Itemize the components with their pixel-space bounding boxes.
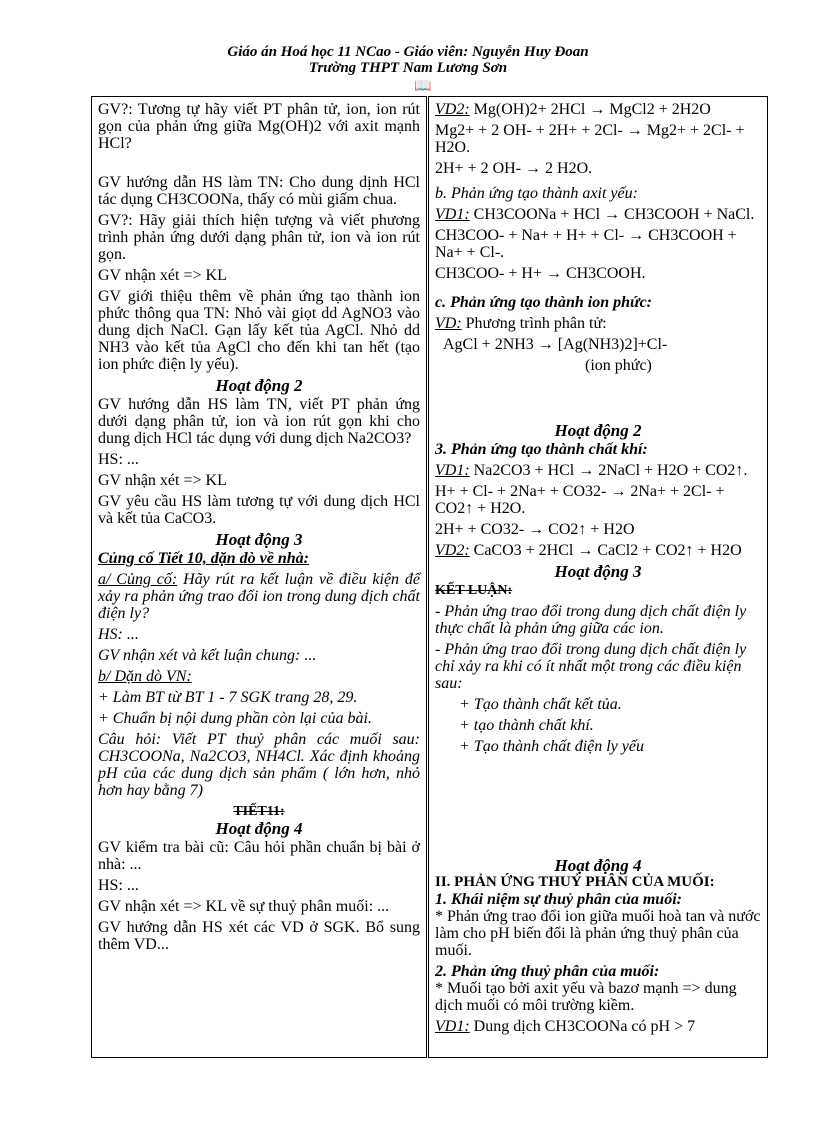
activity-2-task: GV yêu cầu HS làm tương tự với dung dịch HCl và kết tủa CaCO3. xyxy=(98,493,420,527)
condition-weak-electrolyte: + Tạo thành chất điện ly yếu xyxy=(459,738,644,755)
teacher-general-conclusion: GV nhận xét và kết luận chung: ... xyxy=(98,647,317,664)
page-header xyxy=(0,44,816,76)
conclusion-2: - Phản ứng trao đổi trong dung dịch chất điện ly chỉ xảy ra khi có ít nhất một trong các điều kiện sau: xyxy=(435,641,747,692)
activity-3-heading-right: Hoạt động 3 xyxy=(554,562,642,581)
homework-label: b/ Dặn dò VN: xyxy=(98,668,192,685)
content-column xyxy=(428,97,768,1058)
vd-label: VD: xyxy=(435,315,462,332)
gas-vd1-net-ionic-eq: 2H+ + CO32- → CO2↑ + H2O xyxy=(435,521,635,538)
example-guide: GV hướng dẫn HS xét các VD ở SGK. Bổ sung thêm VD... xyxy=(98,919,420,953)
lesson-11-label: TIẾT11: xyxy=(233,804,285,819)
hydrolysis-reaction-text: * Muối tạo bởi axit yếu và bazơ mạnh => dung dịch muối có môi trường kiềm. xyxy=(435,980,737,1014)
complex-ion-eq: AgCl + 2NH3 → [Ag(NH3)2]+Cl- xyxy=(443,336,668,353)
vd1-label: VD1: xyxy=(435,206,470,223)
homework-item-1: + Làm BT từ BT 1 - 7 SGK trang 28, 29. xyxy=(98,689,358,706)
header-line-2: Trường THPT Nam Lương Sơn xyxy=(308,60,508,76)
activity-2-heading-right: Hoạt động 2 xyxy=(554,421,642,440)
molecular-eq-label: Phương trình phân tử: xyxy=(461,315,607,332)
vd1-ionic-eq: CH3COO- + Na+ + H+ + Cl- → CH3COOH + Na+ + Cl-. xyxy=(435,227,737,261)
hydrolysis-vd1-text: Dung dịch CH3COONa có pH > 7 xyxy=(469,1018,696,1035)
student-answer-3: HS: ... xyxy=(98,877,139,894)
teacher-activity-column xyxy=(92,97,428,1058)
question-mg-oh2: GV?: Tương tự hãy viết PT phân tử, ion, ion rút gọn của phản ứng giữa Mg(OH)2 với axit mạnh HCl? xyxy=(98,101,420,152)
hydrolysis-concept-text: * Phản ứng trao đổi ion giữa muối hoà tan và nước làm cho pH biến đổi là phản ứng thuỷ phân của muối. xyxy=(435,908,761,959)
question-explain: GV?: Hãy giải thích hiện tượng và viết phương trình phản ứng dưới dạng phân tử, ion và ion rút gọn. xyxy=(98,212,420,263)
teacher-conclusion-2: GV nhận xét => KL xyxy=(98,472,227,489)
consolidation-title: Củng cố Tiết 10, dặn dò về nhà: xyxy=(98,550,309,567)
consolidation-label: a/ Củng cố: xyxy=(98,571,178,588)
gas-formation-title: 3. Phản ứng tạo thành chất khí: xyxy=(435,441,648,458)
review-check: GV kiểm tra bài cũ: Câu hỏi phần chuẩn bị bài ở nhà: ... xyxy=(98,839,420,873)
student-answer-2: HS: ... xyxy=(98,626,139,643)
header-line-1: Giáo án Hoá học 11 NCao - Giáo viên: Nguyễn Huy Đoan xyxy=(227,44,589,60)
homework-item-2: + Chuẩn bị nội dung phần còn lại của bài. xyxy=(98,710,372,727)
student-answer: HS: ... xyxy=(98,451,139,468)
activity-4-heading: Hoạt động 4 xyxy=(215,819,303,838)
condition-gas: + tạo thành chất khí. xyxy=(459,717,594,734)
conclusion-1: - Phản ứng trao đổi trong dung dịch chất điện ly thực chất là phản ứng giữa các ion. xyxy=(435,603,747,637)
open-book-icon: 📖 xyxy=(414,79,432,94)
hydrolysis-concept-title: 1. Khái niệm sự thuỷ phân của muối: xyxy=(435,891,682,908)
gas-vd2-eq: CaCO3 + 2HCl → CaCl2 + CO2↑ + H2O xyxy=(469,542,742,559)
activity-2-heading: Hoạt động 2 xyxy=(215,376,303,395)
gas-vd2-label: VD2: xyxy=(435,542,470,559)
vd2-net-ionic-eq: 2H+ + 2 OH- → 2 H2O. xyxy=(435,160,593,177)
vd1-net-ionic-eq: CH3COO- + H+ → CH3COOH. xyxy=(435,265,646,282)
experiment-guide: GV hướng dẫn HS làm TN: Cho dung dịnh HCl tác dụng CH3COONa, thấy có mùi giấm chua. xyxy=(98,174,420,208)
complex-ion-intro: GV giới thiệu thêm về phản ứng tạo thành ion phức thông qua TN: Nhỏ vài giọt dd AgNO3 vào dung dịch NaCl. Gạn lấy kết tủa AgCl. Nhỏ dd NH3 vào kết tủa AgCl cho đến khi tan hết (tạo ion phức điện ly yếu). xyxy=(98,288,420,373)
hydrolysis-vd1-label: VD1: xyxy=(435,1018,470,1035)
weak-acid-title: b. Phản ứng tạo thành axit yếu: xyxy=(435,185,638,202)
conclusion-title: KẾT LUẬN: xyxy=(435,583,513,598)
activity-3-heading: Hoạt động 3 xyxy=(215,530,303,549)
lesson-table xyxy=(91,96,768,1058)
gas-vd1-label: VD1: xyxy=(435,462,470,479)
homework-question: Câu hỏi: Viết PT thuỷ phân các muối sau: CH3COONa, Na2CO3, NH4Cl. Xác định khoảng pH của các dung dịch sản phẩm ( lớn hơn, nhỏ hơn hay bằng 7) xyxy=(98,731,420,799)
vd2-molecular-eq: Mg(OH)2+ 2HCl → MgCl2 + 2H2O xyxy=(469,101,711,118)
vd2-ionic-eq: Mg2+ + 2 OH- + 2H+ + 2Cl- → Mg2+ + 2Cl- + H2O. xyxy=(435,122,745,156)
teacher-conclusion: GV nhận xét => KL xyxy=(98,267,227,284)
hydrolysis-section-title: II. PHẢN ỨNG THUỶ PHÂN CỦA MUỐI: xyxy=(435,874,715,890)
hydrolysis-reaction-title: 2. Phản ứng thuỷ phân của muối: xyxy=(435,963,660,980)
condition-precipitate: + Tạo thành chất kết tủa. xyxy=(459,696,622,713)
complex-ion-note: (ion phức) xyxy=(585,357,652,374)
gas-vd1-molecular-eq: Na2CO3 + HCl → 2NaCl + H2O + CO2↑. xyxy=(469,462,748,479)
activity-4-heading-right: Hoạt động 4 xyxy=(554,856,642,875)
vd2-label: VD2: xyxy=(435,101,470,118)
vd1-molecular-eq: CH3COONa + HCl → CH3COOH + NaCl. xyxy=(469,206,755,223)
gas-vd1-ionic-eq: H+ + Cl- + 2Na+ + CO32- → 2Na+ + 2Cl- + CO2↑ + H2O. xyxy=(435,483,725,517)
activity-2-guide: GV hướng dẫn HS làm TN, viết PT phản ứng dưới dạng phân tử, ion và ion rút gọn khi cho dung dịch HCl tác dụng với dung dịch Na2CO3? xyxy=(98,396,420,447)
hydrolysis-conclusion: GV nhận xét => KL về sự thuỷ phân muối: ... xyxy=(98,898,390,915)
complex-ion-title: c. Phản ứng tạo thành ion phức: xyxy=(435,294,652,311)
consolidation-question: Hãy rút ra kết luận về điều kiện để xảy ra phản ứng trao đổi ion trong dung dịch chất điện ly? xyxy=(98,571,421,622)
